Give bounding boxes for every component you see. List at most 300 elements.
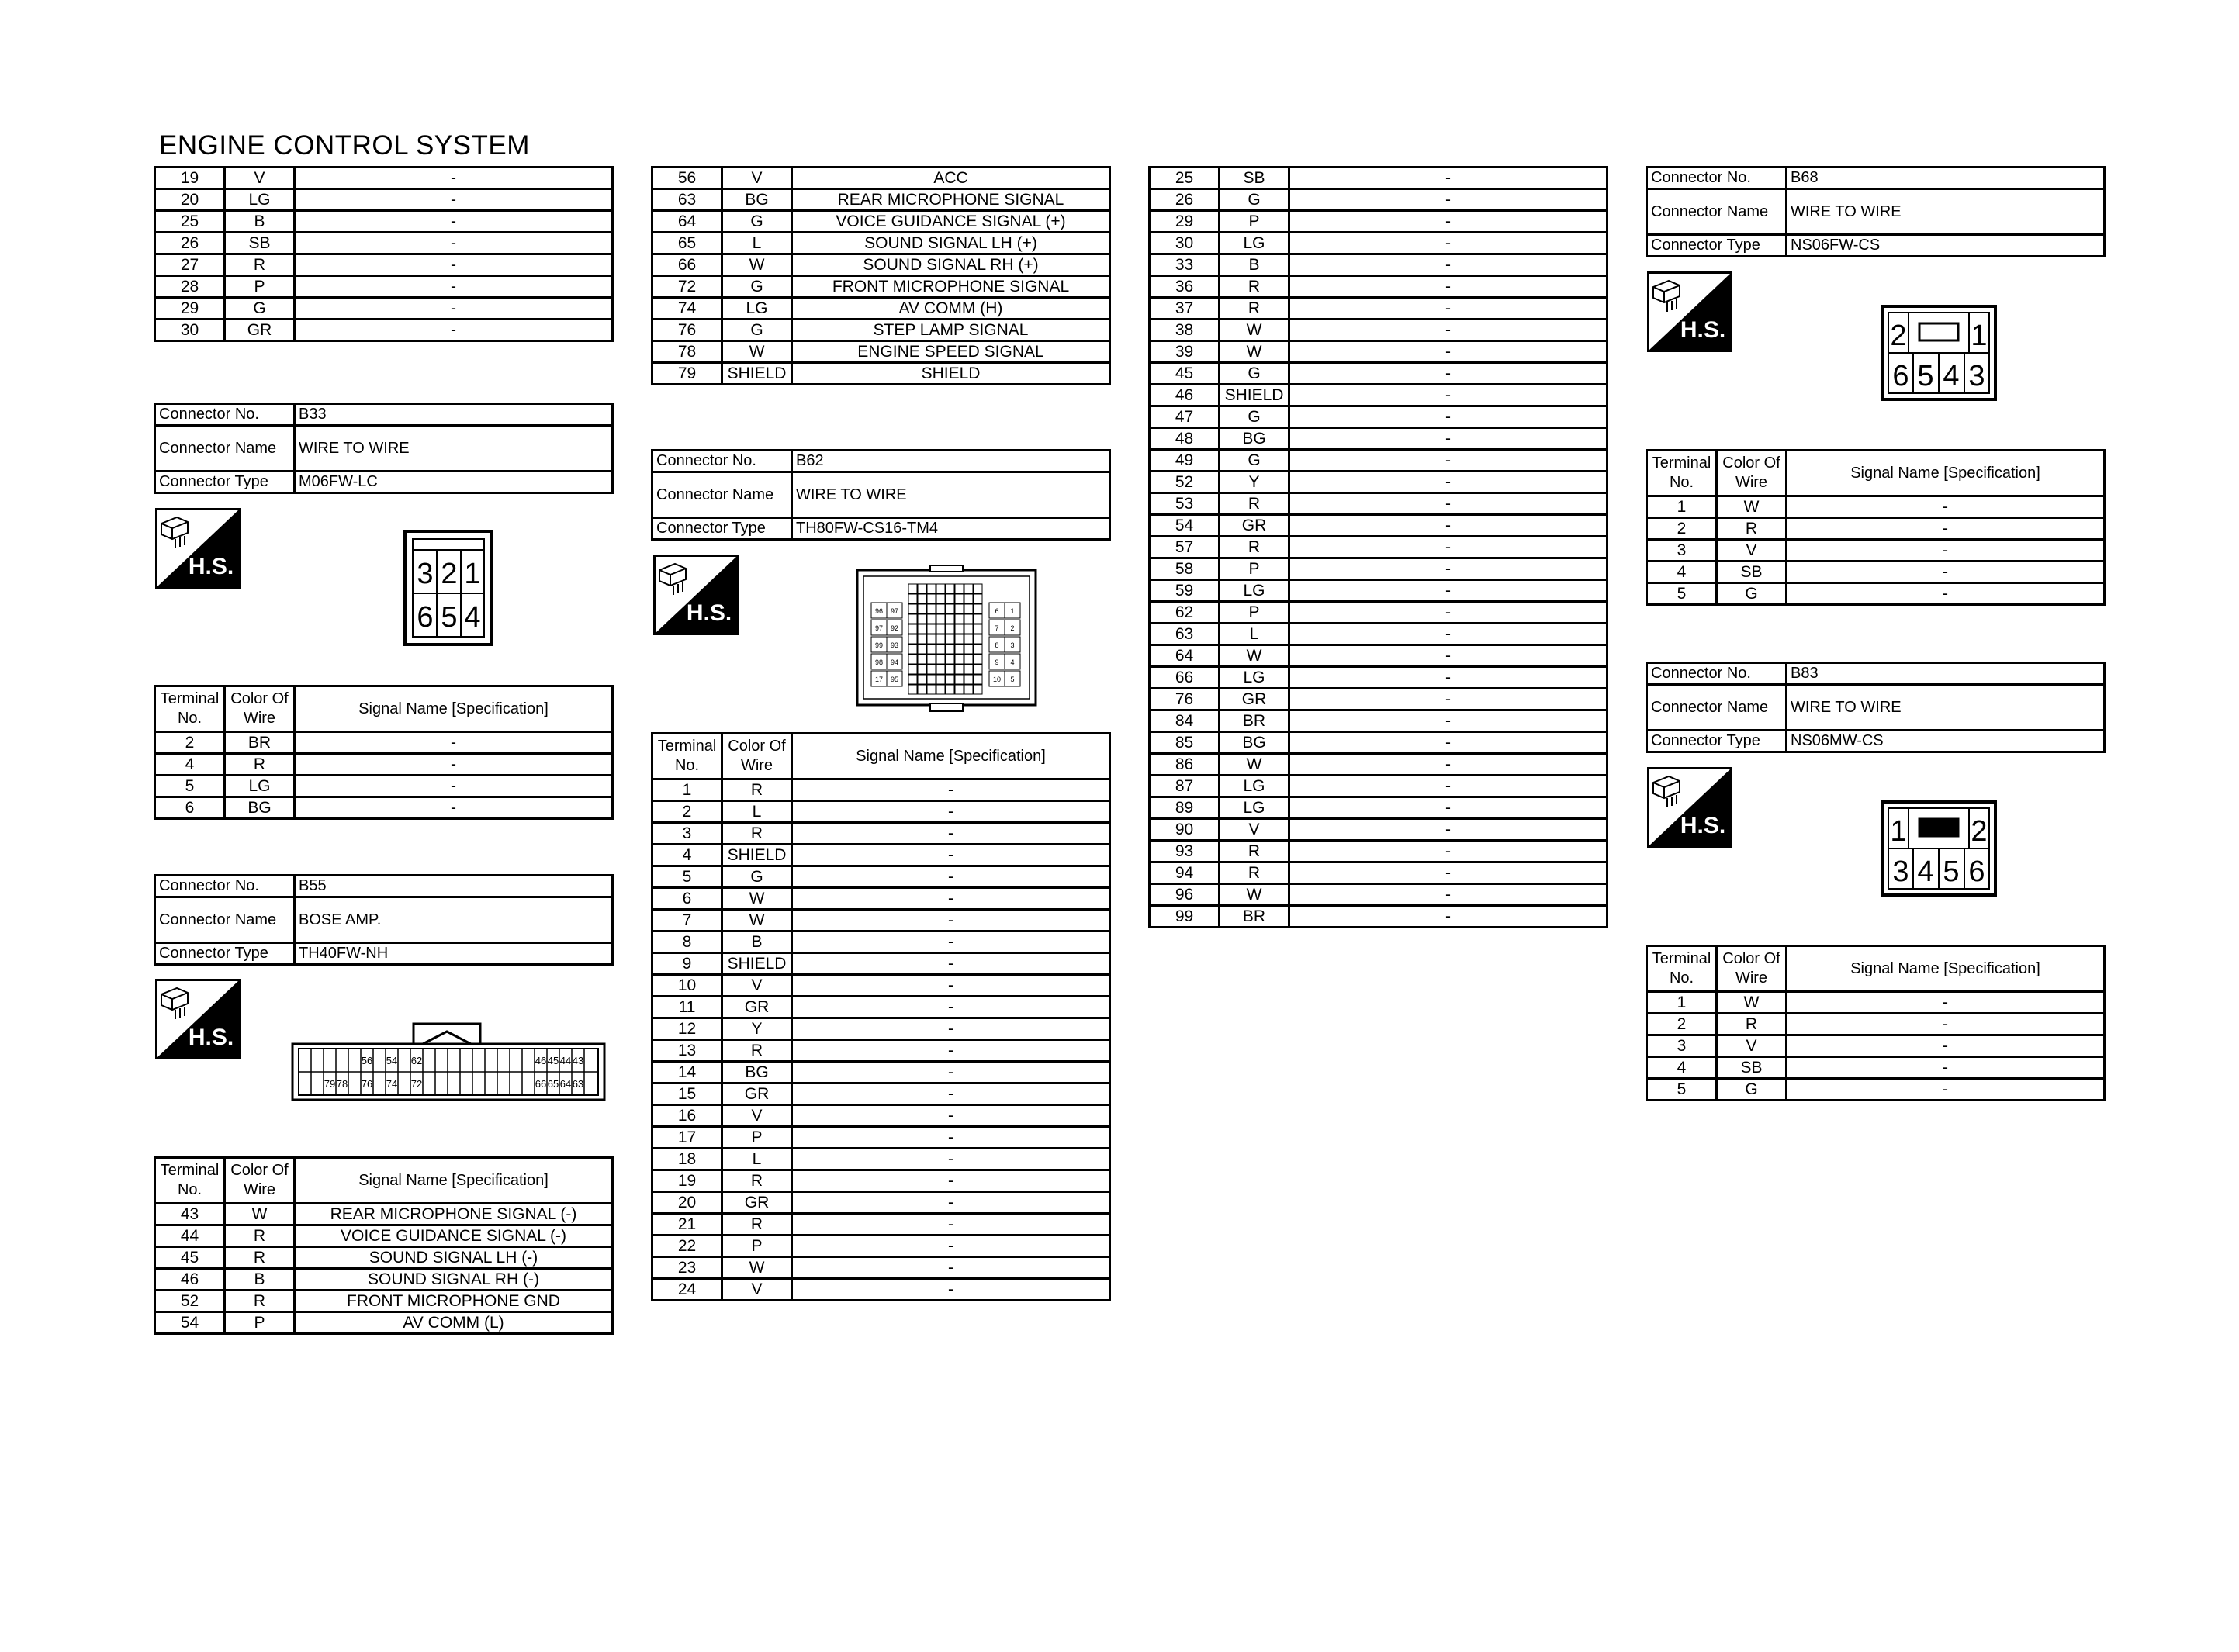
terminal-no-cell: 15 — [652, 1083, 722, 1105]
connector-name-label: Connector Name — [155, 426, 295, 472]
signal-name-cell: - — [792, 1192, 1110, 1214]
connector-info-table — [154, 403, 614, 494]
signal-name-cell: - — [792, 779, 1110, 801]
signal-name-cell: - — [792, 845, 1110, 866]
signal-name-cell: - — [1289, 298, 1607, 320]
wire-color-cell: R — [225, 754, 295, 776]
table-row — [1647, 583, 2105, 605]
table-row — [652, 845, 1110, 866]
pin-label: 99 — [874, 641, 884, 649]
header-color-of-wire: Color Of Wire — [225, 1158, 295, 1204]
table-row — [652, 779, 1110, 801]
connector-type-label: Connector Type — [652, 518, 792, 540]
wire-color-cell: L — [722, 233, 792, 254]
table-row — [1150, 406, 1607, 428]
table-row — [1150, 363, 1607, 385]
hs-harness-side-icon — [155, 979, 241, 1059]
signal-name-cell: - — [1289, 558, 1607, 580]
table-row — [1150, 385, 1607, 406]
table-row — [652, 189, 1110, 211]
connector-type-value: NS06MW-CS — [1787, 731, 2105, 752]
table-row — [652, 1083, 1110, 1105]
terminal-no-cell: 45 — [1150, 363, 1220, 385]
terminal-no-cell: 24 — [652, 1279, 722, 1301]
terminal-no-cell: 26 — [155, 233, 225, 254]
wire-color-cell: SHIELD — [1220, 385, 1289, 406]
signal-name-cell: - — [1289, 841, 1607, 862]
wire-color-cell: BG — [1220, 732, 1289, 754]
table-row — [1150, 189, 1607, 211]
wire-color-cell: P — [1220, 602, 1289, 624]
connector-type-label: Connector Type — [1647, 731, 1787, 752]
terminal-no-cell: 5 — [1647, 1079, 1717, 1101]
header-terminal-no: Terminal No. — [155, 1158, 225, 1204]
table-row — [1150, 298, 1607, 320]
terminal-no-cell: 57 — [1150, 537, 1220, 558]
terminal-no-cell: 29 — [1150, 211, 1220, 233]
terminal-no-cell: 6 — [652, 888, 722, 910]
terminal-no-cell: 65 — [652, 233, 722, 254]
wire-color-cell: V — [722, 975, 792, 997]
signal-name-cell: SOUND SIGNAL RH (+) — [792, 254, 1110, 276]
terminal-no-cell: 44 — [155, 1225, 225, 1247]
terminal-no-cell: 4 — [652, 845, 722, 866]
table-row — [1150, 580, 1607, 602]
signal-name-cell: - — [1289, 341, 1607, 363]
header-terminal-no: Terminal No. — [1647, 451, 1717, 496]
wire-color-cell: SHIELD — [722, 363, 792, 385]
signal-name-cell: - — [295, 233, 613, 254]
table-row — [1150, 493, 1607, 515]
signal-name-cell: - — [1787, 496, 2105, 518]
pin-label: 2 — [441, 558, 458, 590]
table-row — [652, 211, 1110, 233]
signal-name-cell: - — [1289, 624, 1607, 645]
terminal-no-cell: 93 — [1150, 841, 1220, 862]
table-row — [652, 975, 1110, 997]
pin-label: 64 — [559, 1078, 572, 1090]
pin-label: 1 — [1971, 320, 1988, 352]
signal-name-cell: - — [1289, 732, 1607, 754]
wire-table — [1148, 166, 1608, 928]
terminal-no-cell: 74 — [652, 298, 722, 320]
terminal-no-cell: 4 — [1647, 1057, 1717, 1079]
signal-name-cell: - — [295, 211, 613, 233]
terminal-no-cell: 1 — [1647, 496, 1717, 518]
wire-color-cell: P — [225, 1312, 295, 1334]
signal-name-cell: - — [1289, 754, 1607, 776]
signal-name-cell: - — [792, 953, 1110, 975]
terminal-no-cell: 85 — [1150, 732, 1220, 754]
terminal-no-cell: 76 — [652, 320, 722, 341]
header-signal-name: Signal Name [Specification] — [295, 1158, 613, 1204]
connector-name-value: WIRE TO WIRE — [1787, 685, 2105, 731]
pin-label: 74 — [386, 1078, 398, 1090]
connector-no-label: Connector No. — [1647, 168, 1787, 189]
connector-name-label: Connector Name — [652, 472, 792, 518]
terminal-no-cell: 18 — [652, 1149, 722, 1170]
signal-name-cell: - — [295, 168, 613, 189]
signal-name-cell: - — [792, 975, 1110, 997]
terminal-no-cell: 26 — [1150, 189, 1220, 211]
signal-name-cell: - — [792, 801, 1110, 823]
table-row — [1150, 276, 1607, 298]
terminal-no-cell: 43 — [155, 1204, 225, 1225]
header-color-of-wire: Color Of Wire — [1717, 946, 1787, 992]
table-row — [652, 1040, 1110, 1062]
signal-name-cell: - — [1787, 1035, 2105, 1057]
wire-color-cell: R — [1717, 1014, 1787, 1035]
terminal-no-cell: 79 — [652, 363, 722, 385]
wire-color-cell: B — [722, 931, 792, 953]
signal-name-cell: - — [1289, 406, 1607, 428]
connector-type-label: Connector Type — [155, 943, 295, 965]
wire-color-cell: B — [225, 1269, 295, 1291]
connector-face-b55 — [291, 1018, 606, 1103]
table-row — [652, 1062, 1110, 1083]
wire-color-cell: R — [225, 254, 295, 276]
table-row — [155, 1291, 613, 1312]
terminal-no-cell: 30 — [155, 320, 225, 341]
header-signal-name: Signal Name [Specification] — [1787, 946, 2105, 992]
connector-type-value: M06FW-LC — [295, 472, 613, 493]
terminal-no-cell: 48 — [1150, 428, 1220, 450]
wire-color-cell: P — [722, 1127, 792, 1149]
wire-color-cell: R — [722, 1170, 792, 1192]
pin-label: 2 — [1971, 815, 1988, 848]
table-row — [1150, 906, 1607, 928]
pin-label: 8 — [995, 641, 999, 649]
signal-name-cell: - — [792, 1214, 1110, 1236]
signal-name-cell: - — [1787, 1014, 2105, 1035]
table-header-row — [652, 734, 1110, 779]
terminal-no-cell: 4 — [155, 754, 225, 776]
terminal-no-cell: 89 — [1150, 797, 1220, 819]
table-row — [652, 298, 1110, 320]
wire-color-cell: LG — [225, 776, 295, 797]
table-row — [155, 276, 613, 298]
table-row — [1150, 645, 1607, 667]
table-row — [652, 931, 1110, 953]
terminal-no-cell: 63 — [1150, 624, 1220, 645]
signal-name-cell: - — [1289, 819, 1607, 841]
table-row — [1150, 776, 1607, 797]
signal-name-cell: - — [792, 1127, 1110, 1149]
pin-label: 92 — [890, 624, 899, 632]
wire-color-cell: SB — [1717, 562, 1787, 583]
terminal-no-cell: 72 — [652, 276, 722, 298]
pin-label: 3 — [1892, 855, 1909, 888]
pin-label: 56 — [361, 1055, 373, 1066]
table-header-row — [1647, 946, 2105, 992]
wire-color-cell: G — [1717, 583, 1787, 605]
terminal-no-cell: 64 — [1150, 645, 1220, 667]
signal-name-cell: FRONT MICROPHONE SIGNAL — [792, 276, 1110, 298]
connector-name-label: Connector Name — [155, 897, 295, 943]
hs-label: H.S. — [1680, 317, 1726, 343]
wire-color-cell: P — [1220, 558, 1289, 580]
signal-name-cell: - — [1289, 645, 1607, 667]
wire-color-cell: P — [722, 1236, 792, 1257]
signal-name-cell: - — [792, 1018, 1110, 1040]
signal-name-cell: SOUND SIGNAL LH (+) — [792, 233, 1110, 254]
signal-name-cell: - — [792, 1105, 1110, 1127]
table-row — [155, 211, 613, 233]
connector-face-b68 — [1881, 305, 1997, 401]
wire-color-cell: P — [225, 276, 295, 298]
signal-name-cell: - — [792, 888, 1110, 910]
signal-name-cell: AV COMM (H) — [792, 298, 1110, 320]
terminal-no-cell: 49 — [1150, 450, 1220, 472]
pin-label: 1 — [1890, 815, 1907, 848]
table-row — [652, 276, 1110, 298]
pin-label: 5 — [1943, 855, 1960, 888]
wire-color-cell: LG — [225, 189, 295, 211]
terminal-no-cell: 11 — [652, 997, 722, 1018]
header-color-of-wire: Color Of Wire — [722, 734, 792, 779]
signal-name-cell: - — [295, 320, 613, 341]
table-row — [155, 754, 613, 776]
terminal-no-cell: 52 — [1150, 472, 1220, 493]
connector-type-label: Connector Type — [155, 472, 295, 493]
terminal-no-cell: 5 — [1647, 583, 1717, 605]
wire-color-cell: W — [1220, 645, 1289, 667]
wire-table — [154, 1156, 614, 1335]
table-row — [652, 1149, 1110, 1170]
table-row — [1150, 754, 1607, 776]
signal-name-cell: - — [1289, 602, 1607, 624]
terminal-no-cell: 2 — [155, 732, 225, 754]
wire-color-cell: W — [1220, 884, 1289, 906]
pin-label: 94 — [890, 658, 899, 666]
terminal-no-cell: 16 — [652, 1105, 722, 1127]
table-row — [1150, 254, 1607, 276]
signal-name-cell: - — [1289, 710, 1607, 732]
table-header-row — [155, 1158, 613, 1204]
terminal-no-cell: 19 — [652, 1170, 722, 1192]
terminal-no-cell: 52 — [155, 1291, 225, 1312]
signal-name-cell: - — [1289, 906, 1607, 928]
wire-table — [154, 685, 614, 820]
pin-label: 43 — [572, 1055, 584, 1066]
wire-color-cell: R — [722, 779, 792, 801]
connector-face-b33 — [403, 530, 493, 646]
terminal-no-cell: 90 — [1150, 819, 1220, 841]
terminal-no-cell: 39 — [1150, 341, 1220, 363]
wire-color-cell: B — [1220, 254, 1289, 276]
signal-name-cell: - — [792, 1040, 1110, 1062]
table-row — [652, 997, 1110, 1018]
connector-type-value: TH80FW-CS16-TM4 — [792, 518, 1110, 540]
table-row — [1150, 797, 1607, 819]
pin-label: 6 — [1968, 855, 1985, 888]
table-row — [1647, 562, 2105, 583]
wire-color-cell: V — [722, 168, 792, 189]
connector-type-value: TH40FW-NH — [295, 943, 613, 965]
wire-color-cell: W — [1220, 754, 1289, 776]
hs-harness-side-icon — [653, 555, 739, 635]
wire-color-cell: G — [1220, 189, 1289, 211]
pin-label: 66 — [535, 1078, 547, 1090]
wire-color-cell: G — [1220, 363, 1289, 385]
connector-info-table — [1646, 662, 2106, 753]
terminal-no-cell: 54 — [1150, 515, 1220, 537]
table-row — [1150, 428, 1607, 450]
connector-no-label: Connector No. — [652, 451, 792, 472]
signal-name-cell: - — [295, 732, 613, 754]
table-row — [1647, 1079, 2105, 1101]
wire-color-cell: P — [1220, 211, 1289, 233]
wire-color-cell: V — [1717, 540, 1787, 562]
terminal-no-cell: 5 — [155, 776, 225, 797]
signal-name-cell: - — [792, 910, 1110, 931]
pin-label: 78 — [336, 1078, 348, 1090]
header-terminal-no: Terminal No. — [652, 734, 722, 779]
wire-color-cell: W — [722, 910, 792, 931]
table-row — [652, 801, 1110, 823]
terminal-no-cell: 3 — [1647, 540, 1717, 562]
table-row — [1150, 341, 1607, 363]
table-row — [1150, 732, 1607, 754]
terminal-no-cell: 47 — [1150, 406, 1220, 428]
table-row — [1150, 450, 1607, 472]
terminal-no-cell: 2 — [1647, 518, 1717, 540]
connector-no-value: B62 — [792, 451, 1110, 472]
wire-color-cell: LG — [1220, 233, 1289, 254]
wire-color-cell: G — [722, 320, 792, 341]
pin-label: 97 — [890, 607, 899, 615]
terminal-no-cell: 23 — [652, 1257, 722, 1279]
pin-label: 63 — [572, 1078, 584, 1090]
wire-color-cell: R — [1220, 298, 1289, 320]
connector-name-label: Connector Name — [1647, 189, 1787, 235]
table-row — [652, 1257, 1110, 1279]
signal-name-cell: - — [1289, 797, 1607, 819]
connector-type-value: NS06FW-CS — [1787, 235, 2105, 257]
connector-type-label: Connector Type — [1647, 235, 1787, 257]
wire-color-cell: BR — [225, 732, 295, 754]
terminal-no-cell: 9 — [652, 953, 722, 975]
wire-color-cell: BG — [722, 189, 792, 211]
wire-color-cell: L — [722, 801, 792, 823]
signal-name-cell: - — [295, 276, 613, 298]
table-row — [1647, 1014, 2105, 1035]
wire-color-cell: R — [722, 1040, 792, 1062]
signal-name-cell: - — [792, 997, 1110, 1018]
table-row — [652, 233, 1110, 254]
terminal-no-cell: 27 — [155, 254, 225, 276]
signal-name-cell: - — [1289, 537, 1607, 558]
wire-color-cell: BG — [1220, 428, 1289, 450]
pin-label: 79 — [324, 1078, 336, 1090]
table-row — [155, 1247, 613, 1269]
table-row — [1150, 819, 1607, 841]
wire-color-cell: G — [1220, 406, 1289, 428]
signal-name-cell: - — [1787, 1057, 2105, 1079]
table-row — [1647, 992, 2105, 1014]
signal-name-cell: - — [1289, 233, 1607, 254]
terminal-no-cell: 46 — [155, 1269, 225, 1291]
wire-color-cell: R — [722, 823, 792, 845]
pin-label: 45 — [547, 1055, 559, 1066]
hs-label: H.S. — [188, 1025, 234, 1050]
signal-name-cell: - — [295, 189, 613, 211]
pin-label: 2 — [1890, 320, 1907, 352]
connector-info-table — [1646, 166, 2106, 257]
connector-name-value: WIRE TO WIRE — [792, 472, 1110, 518]
signal-name-cell: ENGINE SPEED SIGNAL — [792, 341, 1110, 363]
signal-name-cell: SHIELD — [792, 363, 1110, 385]
hs-label: H.S. — [188, 554, 234, 579]
wire-color-cell: SB — [1717, 1057, 1787, 1079]
wire-color-cell: V — [225, 168, 295, 189]
wire-color-cell: G — [722, 276, 792, 298]
terminal-no-cell: 96 — [1150, 884, 1220, 906]
table-row — [652, 910, 1110, 931]
table-row — [155, 1225, 613, 1247]
table-row — [652, 888, 1110, 910]
table-row — [652, 1127, 1110, 1149]
table-row — [1647, 496, 2105, 518]
wire-color-cell: W — [225, 1204, 295, 1225]
table-row — [652, 363, 1110, 385]
wire-color-cell: SHIELD — [722, 845, 792, 866]
wire-color-cell: LG — [722, 298, 792, 320]
signal-name-cell: - — [1289, 689, 1607, 710]
wire-color-cell: W — [1220, 320, 1289, 341]
wire-color-cell: LG — [1220, 580, 1289, 602]
wire-color-cell: W — [722, 254, 792, 276]
terminal-no-cell: 20 — [155, 189, 225, 211]
table-row — [652, 1279, 1110, 1301]
table-row — [1150, 841, 1607, 862]
signal-name-cell: SOUND SIGNAL RH (-) — [295, 1269, 613, 1291]
signal-name-cell: - — [1289, 320, 1607, 341]
pin-label: 6 — [1892, 360, 1909, 392]
hs-harness-side-icon — [1647, 767, 1732, 848]
header-terminal-no: Terminal No. — [1647, 946, 1717, 992]
signal-name-cell: - — [1289, 428, 1607, 450]
signal-name-cell: - — [1289, 189, 1607, 211]
signal-name-cell: - — [1289, 667, 1607, 689]
wire-color-cell: W — [722, 888, 792, 910]
signal-name-cell: - — [792, 1083, 1110, 1105]
table-row — [155, 776, 613, 797]
connector-name-value: WIRE TO WIRE — [295, 426, 613, 472]
wire-color-cell: V — [1220, 819, 1289, 841]
wire-color-cell: G — [722, 866, 792, 888]
table-row — [1150, 862, 1607, 884]
wire-color-cell: R — [225, 1291, 295, 1312]
signal-name-cell: - — [1289, 450, 1607, 472]
table-row — [155, 189, 613, 211]
table-row — [652, 1214, 1110, 1236]
terminal-no-cell: 19 — [155, 168, 225, 189]
pin-label: 62 — [410, 1055, 423, 1066]
pin-label: 3 — [417, 558, 434, 590]
terminal-no-cell: 25 — [155, 211, 225, 233]
wire-color-cell: V — [722, 1105, 792, 1127]
pin-label: 96 — [874, 607, 884, 615]
signal-name-cell: - — [792, 1170, 1110, 1192]
header-signal-name: Signal Name [Specification] — [792, 734, 1110, 779]
terminal-no-cell: 66 — [1150, 667, 1220, 689]
pin-label: 44 — [559, 1055, 572, 1066]
pin-label: 5 — [441, 601, 458, 634]
terminal-no-cell: 54 — [155, 1312, 225, 1334]
wire-color-cell: GR — [225, 320, 295, 341]
signal-name-cell: - — [1289, 776, 1607, 797]
